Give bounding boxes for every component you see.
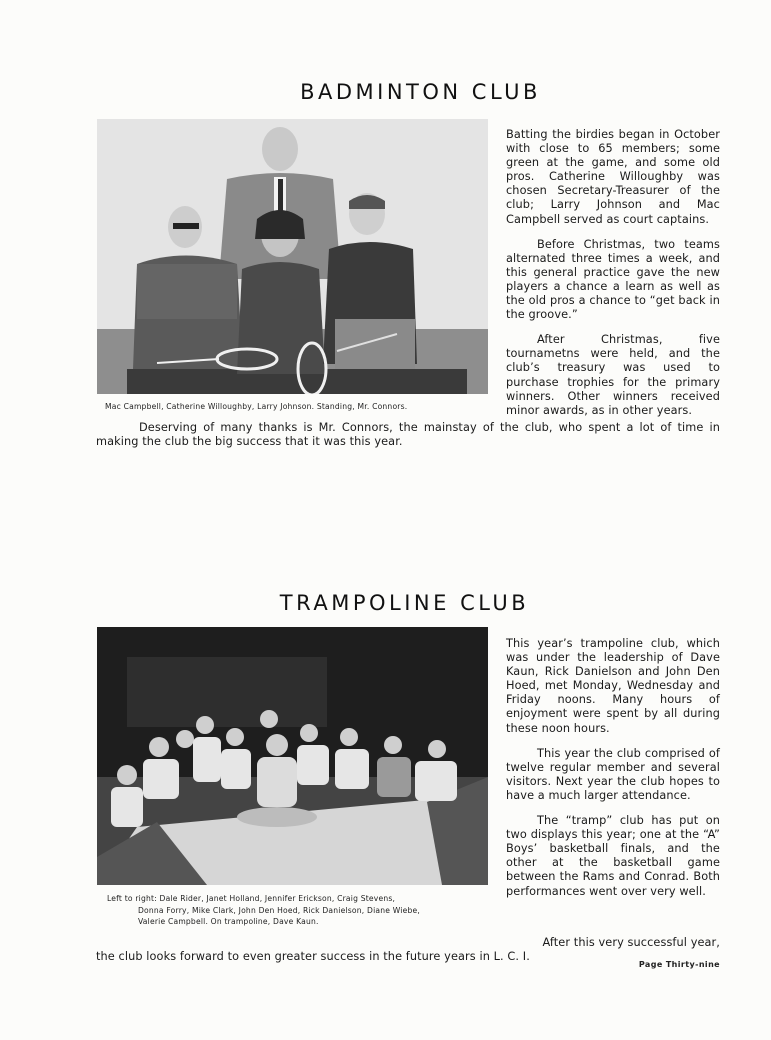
closing-line: After this very successful year, — [542, 936, 720, 949]
trampoline-paragraph: The “tramp” club has put on two displays this year; one at the “A” Boys’ basketball finals, and the other at the basketball game between the Rams and Conrad. Both performances went over very well. — [506, 814, 720, 898]
closing-line: the club looks forward to even greater success in the future years in L. C. I. — [96, 950, 530, 964]
caption-line: Left to right: Dale Rider, Janet Holland, Jennifer Erickson, Craig Stevens, — [107, 894, 396, 903]
trampoline-paragraph: This year’s trampoline club, which was under the leadership of Dave Kaun, Rick Danielson and John Den Hoed, met Monday, Wednesday and Friday noons. Many hours of enjoyment were spent by all during these noon hours. — [506, 637, 720, 735]
trampoline-closing — [96, 936, 720, 964]
caption-line: Donna Forry, Mike Clark, John Den Hoed, Rick Danielson, Diane Wiebe, — [138, 905, 420, 915]
badminton-text — [506, 128, 720, 429]
caption-line: Valerie Campbell. On trampoline, Dave Kaun. — [138, 917, 319, 926]
trampoline-text — [506, 637, 720, 910]
trampoline-caption — [107, 893, 492, 928]
trampoline-photo — [97, 627, 488, 885]
badminton-photo — [97, 119, 488, 394]
badminton-title: BADMINTON CLUB — [300, 80, 541, 104]
badminton-paragraph: Batting the birdies began in October with close to 65 members; some green at the game, and some old pros. Catherine Willoughby was chosen Secretary-Treasurer of the club; Larry Johnson and Mac Campbell served as court captains. — [506, 128, 720, 226]
trampoline-title: TRAMPOLINE CLUB — [279, 591, 530, 615]
badminton-caption: Mac Campbell, Catherine Willoughby, Larry Johnson. Standing, Mr. Connors. — [105, 402, 408, 411]
badminton-paragraph: Before Christmas, two teams alternated three times a week, and this general practice gave the new players a chance a learn as well as the old pros a chance to “get back in the groove.” — [506, 237, 720, 322]
trampoline-paragraph: This year the club comprised of twelve regular member and several visitors. Next year the club hopes to have a much larger attendance. — [506, 746, 720, 802]
page-number: Page Thirty-nine — [638, 960, 720, 969]
badminton-closing: Deserving of many thanks is Mr. Connors, the mainstay of the club, who spent a lot of time in making the club the big success that it was this year. — [96, 421, 720, 449]
badminton-paragraph: After Christmas, five tournametns were held, and the club’s treasury was used to purchase trophies for the primary winners. Other winners received minor awards, as in other years. — [506, 333, 720, 417]
